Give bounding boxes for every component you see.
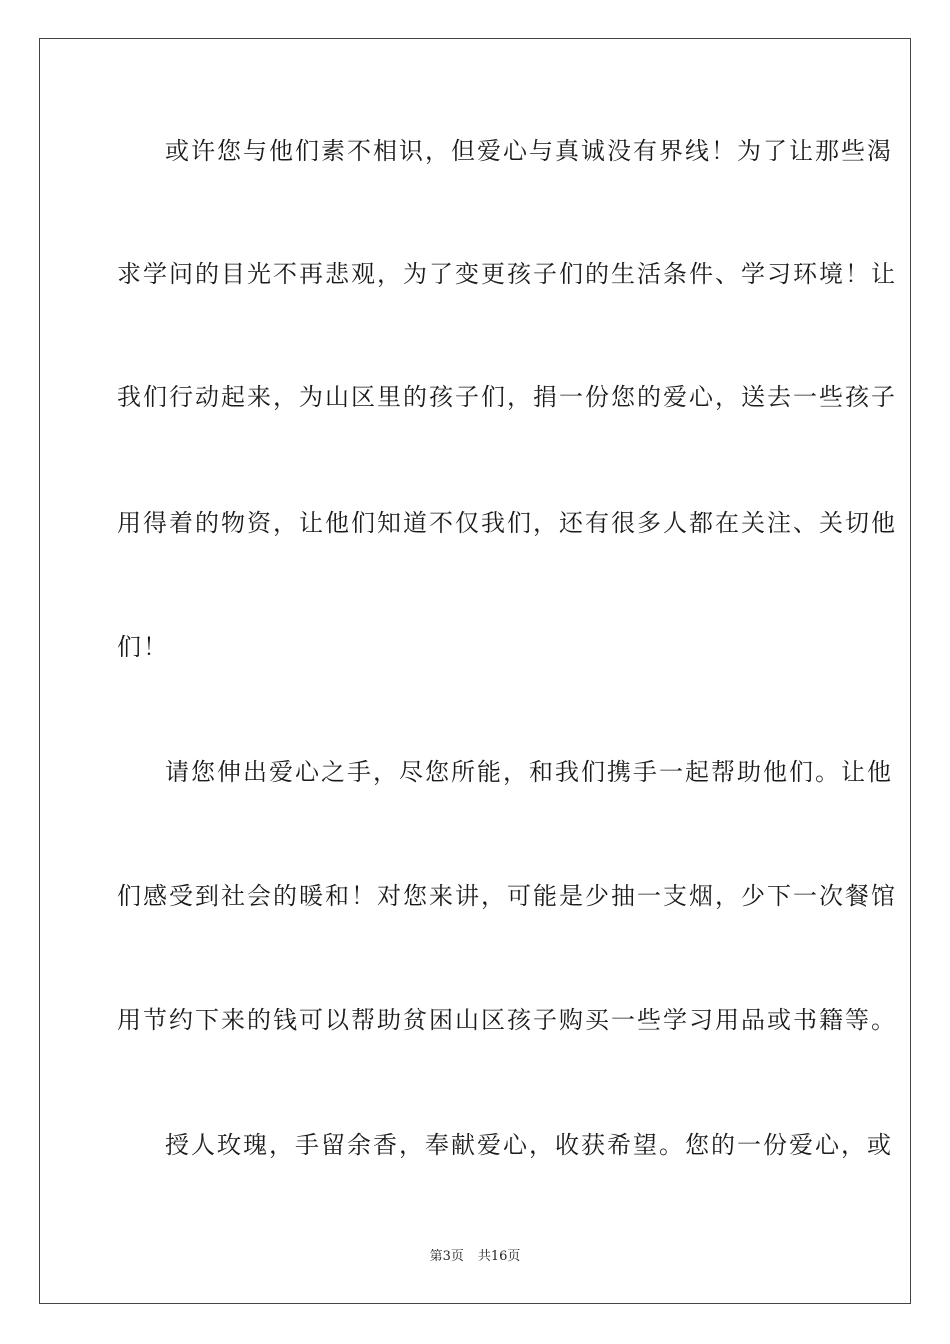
text-line: 求学问的目光不再悲观，为了变更孩子们的生活条件、学习环境！让 xyxy=(117,260,897,288)
text-line: 授人玫瑰，手留余香，奉献爱心，收获希望。您的一份爱心，或 xyxy=(165,1131,893,1159)
text-line: 我们行动起来，为山区里的孩子们，捐一份您的爱心，送去一些孩子 xyxy=(117,383,897,411)
page-footer xyxy=(0,1248,950,1266)
text-line: 或许您与他们素不相识，但爱心与真诚没有界线！为了让那些渴 xyxy=(165,137,893,165)
text-line: 们！ xyxy=(117,633,169,661)
page-number: 第3页 xyxy=(429,1249,464,1264)
text-line: 用节约下来的钱可以帮助贫困山区孩子购买一些学习用品或书籍等。 xyxy=(117,1006,897,1034)
text-line: 请您伸出爱心之手，尽您所能，和我们携手一起帮助他们。让他 xyxy=(165,758,893,786)
text-line: 用得着的物资，让他们知道不仅我们，还有很多人都在关注、关切他 xyxy=(117,509,897,537)
text-line: 们感受到社会的暖和！对您来讲，可能是少抽一支烟，少下一次餐馆 xyxy=(117,882,897,910)
page-frame xyxy=(39,38,911,1304)
page-total: 共16页 xyxy=(477,1249,521,1264)
